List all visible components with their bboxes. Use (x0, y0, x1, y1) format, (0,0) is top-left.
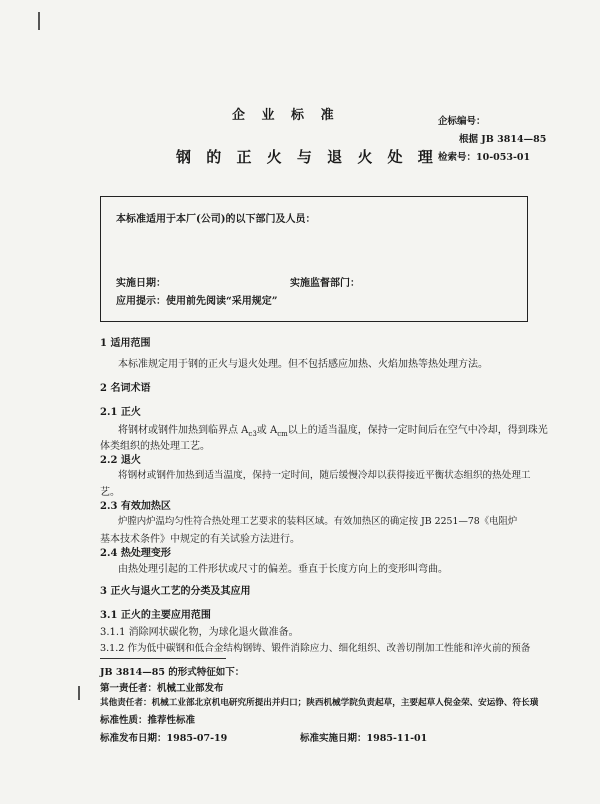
text: 或 A (256, 425, 278, 436)
section-2-1-line-1 (118, 421, 548, 438)
other-responsible: 其他责任者：机械工业部北京机电研究所提出并归口；陕西机械学院负责起草，主要起草人倪金荣、安运铮、符长璜 (100, 698, 539, 708)
section-2-2-line-2: 艺。 (100, 487, 120, 498)
section-3-1-heading: 3.1 正火的主要应用范围 (100, 610, 211, 621)
applies-to-text: 本标准适用于本厂(公司)的以下部门及人员： (116, 214, 316, 225)
section-1-heading: 1 适用范围 (100, 338, 151, 349)
section-2-1-line-2: 体类组织的热处理工艺。 (100, 441, 210, 452)
scan-mark (38, 12, 40, 30)
section-3-heading: 3 正火与退火工艺的分类及其应用 (100, 586, 251, 597)
section-2-3-line-2: 基本技术条件》中规定的有关试验方法进行。 (100, 534, 300, 545)
impl-date-label: 实施日期： (116, 278, 166, 289)
section-2-3-line-1: 炉膛内炉温均匀性符合热处理工艺要求的装料区域。有效加热区的确定按 JB 2251—78《电阻炉 (118, 516, 518, 527)
supervisor-label: 实施监督部门： (290, 278, 360, 289)
section-2-heading: 2 名词术语 (100, 383, 151, 394)
section-2-4-heading: 2.4 热处理变形 (100, 548, 171, 559)
footer-divider (100, 658, 226, 659)
text: 以上的适当温度，保持一定时间后在空气中冷却，得到珠光 (287, 425, 548, 436)
implementation-date: 标准实施日期：1985-11-01 (300, 733, 428, 744)
form-features-line: JB 3814—85 的形式特征如下： (100, 667, 245, 678)
index-number: 检索号：10-053-01 (438, 152, 531, 163)
text: 将钢材或钢件加热到临界点 A (118, 425, 249, 436)
section-2-3-heading: 2.3 有效加热区 (100, 501, 171, 512)
primary-responsible: 第一责任者：机械工业部发布 (100, 683, 224, 694)
basis-standard: 根据 JB 3814—85 (459, 134, 547, 145)
subscript-cm: cm (277, 430, 288, 438)
section-1-text: 本标准规定用于钢的正火与退火处理。但不包括感应加热、火焰加热等热处理方法。 (118, 359, 488, 370)
enterprise-no-label: 企标编号： (438, 116, 486, 127)
scan-mark (78, 686, 80, 700)
section-3-1-2: 3.1.2 作为低中碳钢和低合金结构钢铸、锻件消除应力、细化组织、改善切削加工性能和淬火前的预备 (100, 643, 531, 654)
section-2-2-heading: 2.2 退火 (100, 455, 141, 466)
section-2-1-heading: 2.1 正火 (100, 407, 141, 418)
section-2-4-line-1: 由热处理引起的工件形状或尺寸的偏差。垂直于长度方向上的变形叫弯曲。 (118, 564, 448, 575)
application-hint: 应用提示：使用前先阅读“采用规定” (116, 296, 278, 307)
standard-nature: 标准性质：推荐性标准 (100, 715, 196, 726)
standard-type: 企 业 标 准 (232, 108, 340, 123)
section-3-1-1: 3.1.1 消除网状碳化物，为球化退火做准备。 (100, 627, 299, 638)
section-2-2-line-1: 将钢材或钢件加热到适当温度，保持一定时间，随后缓慢冷却以获得接近平衡状态组织的热处理工 (118, 470, 531, 481)
page-title: 钢 的 正 火 与 退 火 处 理 (176, 148, 438, 166)
subscript-c3: c3 (248, 430, 257, 438)
publish-date: 标准发布日期：1985-07-19 (100, 733, 228, 744)
